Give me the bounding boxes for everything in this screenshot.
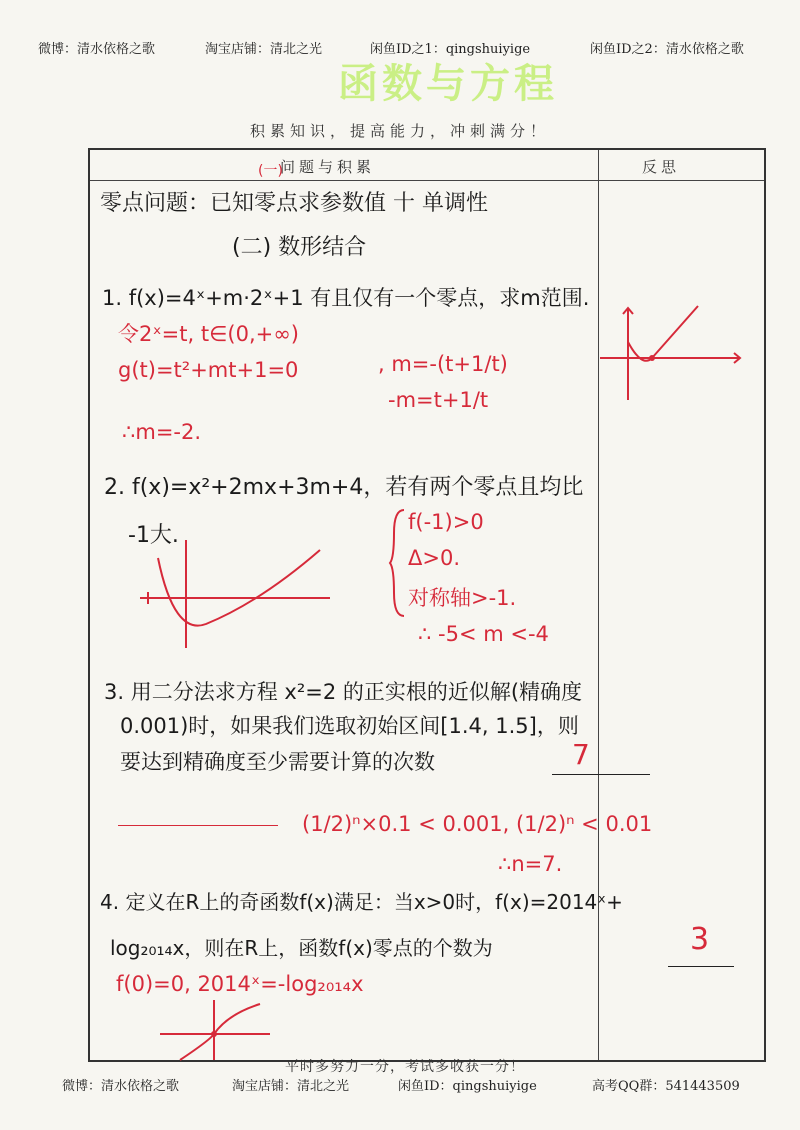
q1-graph: [600, 300, 750, 410]
q3-work: (1/2)ⁿ×0.1 < 0.001, (1/2)ⁿ < 0.01: [302, 812, 653, 836]
q1-graph-point: [649, 355, 655, 361]
q4-graph: [160, 1000, 280, 1060]
q2-condition-3: 对称轴>-1.: [408, 586, 517, 610]
q1-text: 1. f(x)=4ˣ+m·2ˣ+1 有且仅有一个零点，求m范围.: [102, 286, 590, 310]
q3-text-line3: 要达到精确度至少需要计算的次数: [120, 750, 435, 774]
watermark-bottom-xianyu: 闲鱼ID：qingshuiyige: [398, 1079, 537, 1094]
q3-answer-blank: [552, 774, 650, 775]
motto: 积累知识，提高能力，冲刺满分！: [249, 122, 550, 140]
watermark-weibo: 微博：清水依格之歌: [38, 42, 156, 57]
column-divider: [598, 150, 599, 1060]
q4-text-line2: log₂₀₁₄x，则在R上，函数f(x)零点的个数为: [110, 936, 493, 960]
q2-condition-1: f(-1)>0: [408, 510, 484, 534]
q1-work-neg-m: -m=t+1/t: [388, 388, 489, 412]
watermark-xianyu-1: 闲鱼ID之1：qingshuiyige: [370, 42, 531, 57]
q2-graph: [140, 540, 340, 650]
q4-graph-origin-point: [211, 1031, 217, 1037]
q2-text-line1: 2. f(x)=x²+2mx+3m+4，若有两个零点且均比: [104, 475, 584, 500]
watermark-xianyu-2: 闲鱼ID之2：清水依格之歌: [590, 42, 744, 57]
q4-work: f(0)=0, 2014ˣ=-log₂₀₁₄x: [116, 972, 364, 996]
q2-result: ∴ -5< m <-4: [418, 622, 549, 646]
q1-answer: ∴m=-2.: [122, 420, 202, 444]
section-subheading: (二) 数形结合: [232, 235, 367, 260]
header-divider: [90, 180, 764, 181]
section-mark: (一): [258, 163, 283, 179]
q2-graph-parabola: [158, 550, 320, 626]
q1-work-substitution: 令2ˣ=t, t∈(0,+∞): [118, 322, 299, 346]
page-title: 函数与方程: [338, 61, 558, 107]
watermark-taobao: 淘宝店铺：清北之光: [205, 42, 323, 57]
q4-answer-blank: [668, 966, 734, 967]
q3-answer: 7: [572, 738, 590, 771]
q1-work-m-expr: , m=-(t+1/t): [378, 352, 508, 376]
q3-text-line1: 3. 用二分法求方程 x²=2 的正实根的近似解(精确度: [104, 680, 583, 704]
column-header-reflection: 反思: [642, 158, 681, 176]
q1-work-quadratic: g(t)=t²+mt+1=0: [118, 358, 299, 382]
q3-work-result: ∴n=7.: [498, 852, 563, 876]
q2-text-line2: -1大.: [128, 523, 179, 548]
q2-condition-2: Δ>0.: [408, 546, 460, 570]
q3-text-line2: 0.001)时，如果我们选取初始区间[1.4, 1.5]，则: [120, 714, 579, 738]
watermark-bottom-qq: 高考QQ群：541443509: [592, 1079, 740, 1094]
column-header-problems: 问题与积累: [280, 158, 376, 176]
q4-graph-curve: [180, 1004, 260, 1060]
q3-red-mark: [118, 825, 278, 826]
q2-brace: [390, 508, 410, 618]
q1-graph-curve: [628, 306, 698, 361]
section-heading: 零点问题：已知零点求参数值 十 单调性: [100, 191, 488, 216]
q4-text-line1: 4. 定义在R上的奇函数f(x)满足：当x>0时，f(x)=2014ˣ+: [100, 890, 623, 914]
q4-answer: 3: [690, 922, 710, 957]
watermark-bottom-weibo: 微博：清水依格之歌: [62, 1079, 180, 1094]
footer-note: 平时多努力一分，考试多收获一分！: [285, 1059, 525, 1075]
watermark-bottom-taobao: 淘宝店铺：清北之光: [232, 1079, 350, 1094]
